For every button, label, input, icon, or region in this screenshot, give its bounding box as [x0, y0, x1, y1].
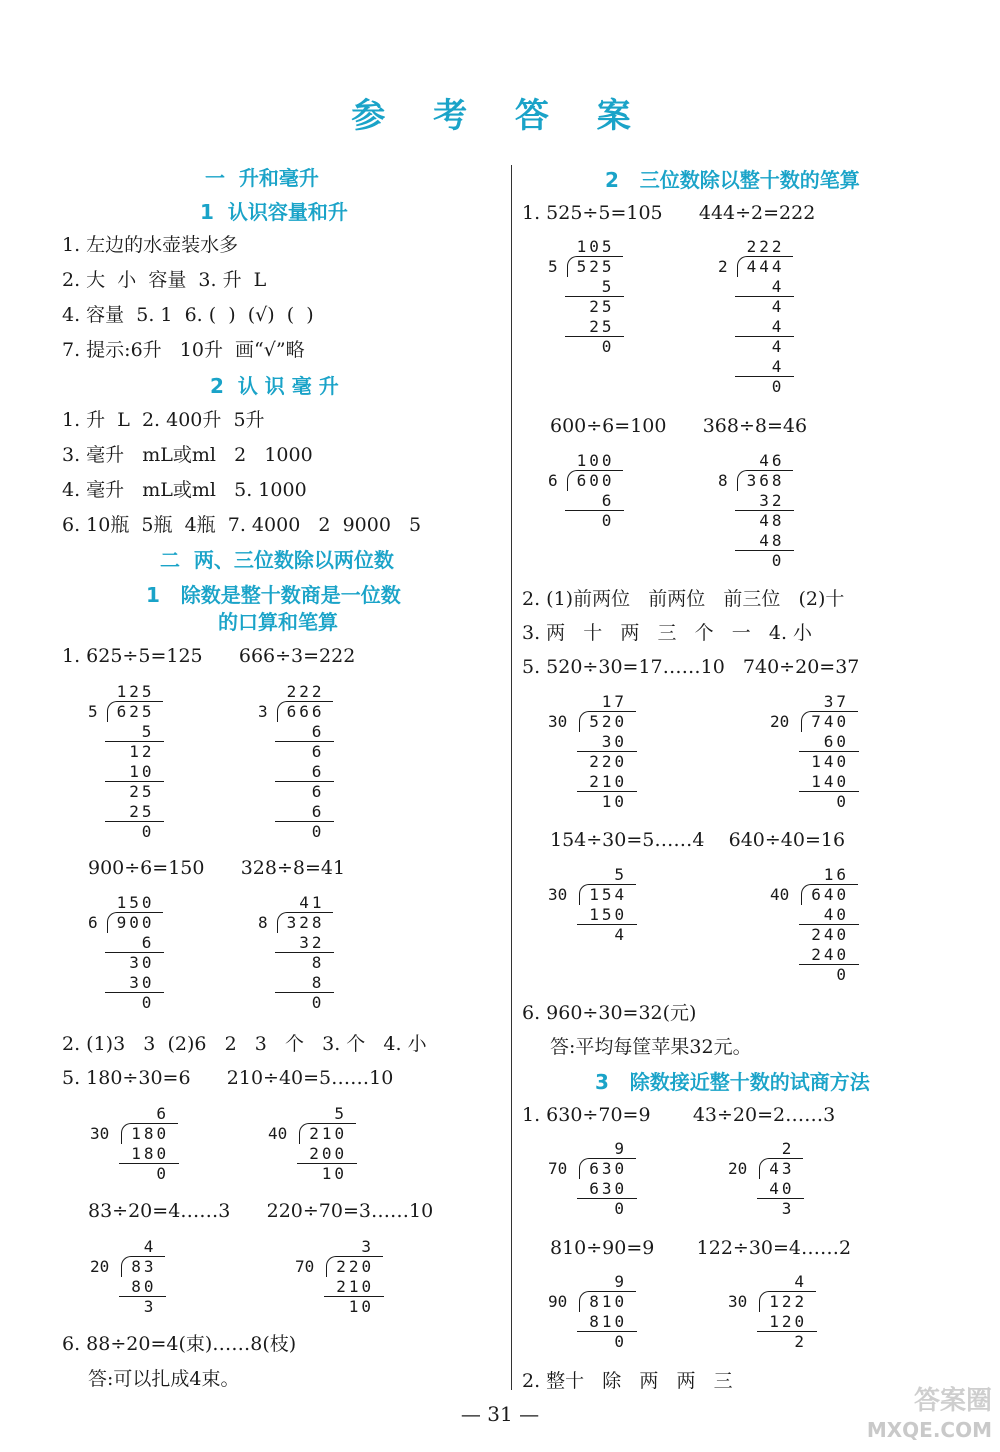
- divisor: 70: [295, 1257, 315, 1276]
- step-value: 0: [156, 1164, 170, 1183]
- step-value: 0: [311, 993, 325, 1012]
- subtraction-line: [735, 376, 795, 377]
- subtraction-line: [735, 336, 795, 337]
- step-value: 240: [811, 925, 850, 944]
- step-value: 6: [141, 933, 155, 952]
- step-value: 2: [794, 1332, 808, 1351]
- step-value: 0: [311, 822, 325, 841]
- subsection-heading-1-1: 1 认识容量和升: [200, 200, 348, 224]
- answer-line: 7. 提示:6升 10升 画“√”略: [62, 339, 305, 361]
- step-value: 10: [601, 792, 628, 811]
- answer-line: 1. 625÷5=125 666÷3=222: [62, 645, 356, 667]
- watermark-url: MXQE.COM: [866, 1418, 992, 1442]
- subtraction-line: [577, 924, 637, 925]
- dividend: 83: [131, 1257, 157, 1276]
- step-value: 0: [614, 1332, 628, 1351]
- step-value: 150: [589, 905, 628, 924]
- subtraction-line: [119, 1296, 166, 1297]
- quotient: 2: [781, 1139, 795, 1158]
- step-value: 40: [769, 1179, 795, 1198]
- step-value: 140: [811, 752, 850, 771]
- step-value: 25: [589, 317, 615, 336]
- divisor: 3: [258, 702, 268, 721]
- step-value: 210: [589, 772, 628, 791]
- subtraction-line: [735, 296, 795, 297]
- column-divider: [511, 165, 512, 1390]
- step-value: 6: [311, 782, 325, 801]
- dividend: 43: [769, 1159, 795, 1178]
- division-bracket: [326, 1256, 383, 1277]
- quotient: 100: [576, 451, 615, 470]
- answer-line: 1. 左边的水壶装水多: [62, 234, 239, 256]
- step-value: 0: [601, 511, 615, 530]
- answer-line: 4. 容量 5. 1 6. ( ) (√) ( ): [62, 304, 314, 326]
- subtraction-line: [799, 964, 859, 965]
- quotient: 16: [823, 865, 850, 884]
- step-value: 4: [771, 317, 785, 336]
- step-value: 0: [836, 965, 850, 984]
- step-value: 25: [129, 782, 155, 801]
- division-bracket: [579, 884, 636, 905]
- answer-line: 2. 大 小 容量 3. 升 L: [62, 269, 267, 291]
- answer-line: 154÷30=5……4 640÷40=16: [550, 829, 846, 851]
- answer-line: 83÷20=4……3 220÷70=3……10: [88, 1200, 434, 1222]
- answer-line: 900÷6=150 328÷8=41: [88, 857, 346, 879]
- step-value: 3: [143, 1297, 157, 1316]
- step-value: 6: [601, 491, 615, 510]
- step-value: 140: [811, 772, 850, 791]
- answer-line: 1. 630÷70=9 43÷20=2……3: [522, 1104, 836, 1126]
- step-value: 8: [311, 973, 325, 992]
- answer-line: 2. (1)前两位 前两位 前三位 (2)十: [522, 588, 845, 610]
- step-value: 25: [129, 802, 155, 821]
- quotient: 6: [156, 1104, 170, 1123]
- division-bracket: [567, 256, 624, 277]
- divisor: 30: [728, 1292, 748, 1311]
- step-value: 6: [311, 802, 325, 821]
- step-value: 32: [759, 491, 785, 510]
- division-bracket: [737, 256, 794, 277]
- divisor: 30: [548, 885, 568, 904]
- step-value: 48: [759, 511, 785, 530]
- step-value: 3: [781, 1199, 795, 1218]
- divisor: 20: [770, 712, 790, 731]
- divisor: 8: [258, 913, 268, 932]
- divisor: 30: [90, 1124, 110, 1143]
- division-bracket: [107, 701, 164, 722]
- quotient: 37: [823, 692, 850, 711]
- step-value: 0: [771, 551, 785, 570]
- divisor: 5: [88, 702, 98, 721]
- step-value: 12: [129, 742, 155, 761]
- subtraction-line: [275, 992, 335, 993]
- step-value: 10: [129, 762, 155, 781]
- answer-line: 6. 10瓶 5瓶 4瓶 7. 4000 2 9000 5: [62, 514, 422, 536]
- divisor: 6: [88, 913, 98, 932]
- subtraction-line: [577, 1198, 637, 1199]
- answer-line: 6. 88÷20=4(束)……8(枝): [62, 1333, 297, 1355]
- division-bracket: [121, 1256, 165, 1277]
- divisor: 20: [90, 1257, 110, 1276]
- step-value: 0: [771, 377, 785, 396]
- quotient: 150: [116, 893, 155, 912]
- answer-line: 6. 960÷30=32(元): [522, 1002, 697, 1024]
- answer-line: 5. 180÷30=6 210÷40=5……10: [62, 1067, 394, 1089]
- quotient: 222: [286, 682, 325, 701]
- quotient: 5: [334, 1104, 348, 1123]
- dividend: 640: [811, 885, 850, 904]
- answer-line: 3. 毫升 mL或ml 2 1000: [62, 444, 313, 466]
- quotient: 4: [794, 1272, 808, 1291]
- division-bracket: [121, 1123, 178, 1144]
- divisor: 30: [548, 712, 568, 731]
- divisor: 2: [718, 257, 728, 276]
- dividend: 740: [811, 712, 850, 731]
- step-value: 0: [614, 1199, 628, 1218]
- subsection-heading-2-1b: 的口算和笔算: [218, 610, 338, 634]
- watermark-logo: 答案圈: [913, 1386, 992, 1416]
- answer-line: 3. 两 十 两 三 个 一 4. 小: [522, 622, 813, 644]
- subsection-heading-2-1a: 1 除数是整十数商是一位数: [146, 583, 401, 607]
- subsection-heading-1-2: 2 认 识 毫 升: [210, 374, 339, 398]
- answer-line: 答:平均每筐苹果32元。: [550, 1036, 752, 1058]
- division-bracket: [107, 912, 164, 933]
- division-bracket: [579, 1158, 636, 1179]
- subtraction-line: [577, 1331, 637, 1332]
- quotient: 4: [143, 1237, 157, 1256]
- answer-line: 810÷90=9 122÷30=4……2: [550, 1237, 852, 1259]
- quotient: 41: [299, 893, 325, 912]
- subtraction-line: [275, 781, 335, 782]
- page-title: 参 考 答 案: [351, 96, 649, 136]
- quotient: 9: [614, 1272, 628, 1291]
- answer-line: 答:可以扎成4束。: [88, 1368, 240, 1390]
- subtraction-line: [275, 952, 335, 953]
- dividend: 625: [116, 702, 155, 721]
- dividend: 666: [286, 702, 325, 721]
- division-bracket: [579, 1291, 636, 1312]
- step-value: 630: [589, 1179, 628, 1198]
- step-value: 4: [771, 337, 785, 356]
- step-value: 6: [311, 722, 325, 741]
- answer-line: 1. 525÷5=105 444÷2=222: [522, 202, 816, 224]
- answer-line: 4. 毫升 mL或ml 5. 1000: [62, 479, 307, 501]
- step-value: 0: [601, 337, 615, 356]
- subtraction-line: [105, 992, 165, 993]
- subtraction-line: [119, 1163, 179, 1164]
- subtraction-line: [757, 1331, 817, 1332]
- dividend: 810: [589, 1292, 628, 1311]
- page-number: — 31 —: [460, 1402, 540, 1426]
- step-value: 4: [771, 297, 785, 316]
- subtraction-line: [275, 821, 335, 822]
- divisor: 40: [770, 885, 790, 904]
- section-heading-2: 二 两、三位数除以两位数: [160, 548, 394, 572]
- step-value: 60: [823, 732, 850, 751]
- divisor: 90: [548, 1292, 568, 1311]
- dividend: 122: [769, 1292, 808, 1311]
- step-value: 10: [321, 1164, 348, 1183]
- dividend: 900: [116, 913, 155, 932]
- subtraction-line: [105, 821, 165, 822]
- divisor: 5: [548, 257, 558, 276]
- division-bracket: [801, 711, 858, 732]
- division-bracket: [801, 884, 858, 905]
- step-value: 240: [811, 945, 850, 964]
- step-value: 4: [771, 277, 785, 296]
- answer-line: 5. 520÷30=17……10 740÷20=37: [522, 656, 860, 678]
- step-value: 5: [141, 722, 155, 741]
- division-bracket: [299, 1123, 356, 1144]
- subtraction-line: [757, 1198, 804, 1199]
- step-value: 180: [131, 1144, 170, 1163]
- dividend: 520: [589, 712, 628, 731]
- step-value: 210: [336, 1277, 375, 1296]
- quotient: 105: [576, 237, 615, 256]
- subtraction-line: [565, 336, 625, 337]
- divisor: 6: [548, 471, 558, 490]
- quotient: 222: [746, 237, 785, 256]
- quotient: 46: [759, 451, 785, 470]
- section-heading-1: 一 升和毫升: [205, 166, 319, 190]
- step-value: 30: [129, 953, 155, 972]
- step-value: 10: [348, 1297, 375, 1316]
- step-value: 80: [131, 1277, 157, 1296]
- step-value: 48: [759, 531, 785, 550]
- step-value: 220: [589, 752, 628, 771]
- subtraction-line: [735, 550, 795, 551]
- division-bracket: [759, 1291, 816, 1312]
- division-bracket: [759, 1158, 803, 1179]
- step-value: 4: [614, 925, 628, 944]
- step-value: 200: [309, 1144, 348, 1163]
- step-value: 8: [311, 953, 325, 972]
- dividend: 525: [576, 257, 615, 276]
- quotient: 3: [361, 1237, 375, 1256]
- dividend: 220: [336, 1257, 375, 1276]
- step-value: 25: [589, 297, 615, 316]
- answer-line: 1. 升 L 2. 400升 5升: [62, 409, 265, 431]
- step-value: 120: [769, 1312, 808, 1331]
- dividend: 328: [286, 913, 325, 932]
- dividend: 630: [589, 1159, 628, 1178]
- dividend: 210: [309, 1124, 348, 1143]
- answer-line: 2. (1)3 3 (2)6 2 3 个 3. 个 4. 小: [62, 1033, 427, 1055]
- step-value: 40: [823, 905, 850, 924]
- subtraction-line: [565, 510, 625, 511]
- subtraction-line: [275, 741, 335, 742]
- division-bracket: [277, 701, 334, 722]
- quotient: 17: [601, 692, 628, 711]
- step-value: 6: [311, 742, 325, 761]
- step-value: 0: [836, 792, 850, 811]
- divisor: 20: [728, 1159, 748, 1178]
- step-value: 0: [141, 993, 155, 1012]
- subsection-heading-r-3: 3 除数接近整十数的试商方法: [595, 1070, 870, 1094]
- division-bracket: [567, 470, 624, 491]
- dividend: 180: [131, 1124, 170, 1143]
- step-value: 810: [589, 1312, 628, 1331]
- step-value: 4: [771, 357, 785, 376]
- divisor: 40: [268, 1124, 288, 1143]
- step-value: 6: [311, 762, 325, 781]
- subtraction-line: [799, 791, 859, 792]
- divisor: 70: [548, 1159, 568, 1178]
- division-bracket: [579, 711, 636, 732]
- step-value: 32: [299, 933, 325, 952]
- step-value: 30: [601, 732, 628, 751]
- step-value: 5: [601, 277, 615, 296]
- subsection-heading-r-1: 2 三位数除以整十数的笔算: [605, 168, 860, 192]
- dividend: 600: [576, 471, 615, 490]
- quotient: 9: [614, 1139, 628, 1158]
- division-bracket: [277, 912, 334, 933]
- step-value: 30: [129, 973, 155, 992]
- quotient: 5: [614, 865, 628, 884]
- divisor: 8: [718, 471, 728, 490]
- answer-line: 2. 整十 除 两 两 三: [522, 1370, 733, 1392]
- dividend: 154: [589, 885, 628, 904]
- answer-line: 600÷6=100 368÷8=46: [550, 415, 808, 437]
- dividend: 368: [746, 471, 785, 490]
- quotient: 125: [116, 682, 155, 701]
- step-value: 0: [141, 822, 155, 841]
- dividend: 444: [746, 257, 785, 276]
- division-bracket: [737, 470, 794, 491]
